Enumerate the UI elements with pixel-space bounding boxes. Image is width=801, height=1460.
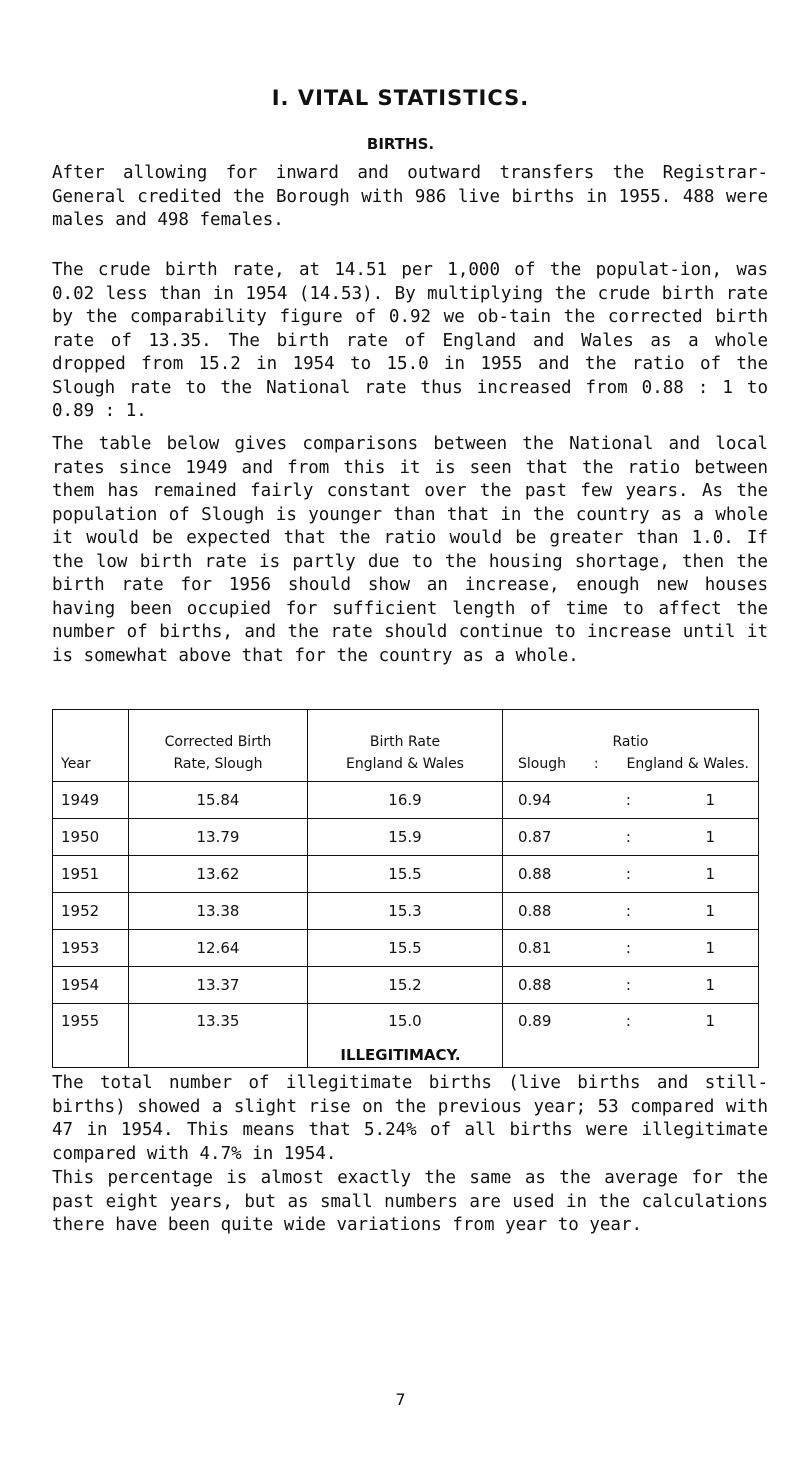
cell-ratio-separator: : bbox=[625, 976, 631, 994]
cell-ratio-england: 1 bbox=[705, 939, 715, 957]
cell-ratio-england: 1 bbox=[705, 865, 715, 883]
cell-ratio-separator: : bbox=[625, 939, 631, 957]
cell-ratio-separator: : bbox=[625, 865, 631, 883]
cell-year: 1955 bbox=[53, 1004, 129, 1068]
cell-corrected-rate: 15.84 bbox=[129, 782, 308, 819]
cell-national-rate: 15.3 bbox=[308, 893, 503, 930]
table-row bbox=[53, 782, 759, 819]
cell-ratio-england: 1 bbox=[705, 791, 715, 809]
cell-year: 1949 bbox=[53, 782, 129, 819]
cell-ratio bbox=[503, 930, 759, 967]
table-row bbox=[53, 819, 759, 856]
cell-year: 1952 bbox=[53, 893, 129, 930]
births-paragraph-1: After allowing for inward and outward transfers the Registrar-General credited the Borough with 986 live births in 1955. 488 were males and 498 females. bbox=[52, 163, 768, 230]
cell-ratio bbox=[503, 856, 759, 893]
cell-national-rate: 15.5 bbox=[308, 930, 503, 967]
cell-national-rate: 15.0 bbox=[308, 1004, 503, 1068]
table-row bbox=[53, 967, 759, 1004]
cell-national-rate: 15.5 bbox=[308, 856, 503, 893]
cell-corrected-rate: 13.35 bbox=[129, 1004, 308, 1068]
cell-year: 1954 bbox=[53, 967, 129, 1004]
cell-corrected-rate: 13.37 bbox=[129, 967, 308, 1004]
cell-ratio-slough: 0.94 bbox=[518, 791, 552, 809]
cell-year: 1953 bbox=[53, 930, 129, 967]
header-ratio-slough: Slough bbox=[518, 756, 566, 772]
cell-ratio-england: 1 bbox=[705, 828, 715, 846]
cell-national-rate: 15.2 bbox=[308, 967, 503, 1004]
cell-corrected-rate: 12.64 bbox=[129, 930, 308, 967]
cell-ratio-england: 1 bbox=[705, 902, 715, 920]
table-header-row bbox=[53, 710, 759, 782]
births-heading: BIRTHS. bbox=[366, 135, 435, 153]
header-corrected-birth-rate: Corrected Birth Rate, Slough bbox=[129, 710, 308, 782]
cell-corrected-rate: 13.38 bbox=[129, 893, 308, 930]
cell-ratio-slough: 0.81 bbox=[518, 939, 552, 957]
table-row bbox=[53, 930, 759, 967]
cell-year: 1950 bbox=[53, 819, 129, 856]
cell-ratio bbox=[503, 893, 759, 930]
table-row bbox=[53, 893, 759, 930]
illegitimacy-paragraph-1: The total number of illegitimate births (live births and still-births) showed a slight rise on the previous year; 53 compared with 47 in 1954. This means that 5.24% of all births were illegitimate compared with 4.7% in 1954. bbox=[52, 1073, 768, 1164]
illegitimacy-paragraph-2: This percentage is almost exactly the same as the average for the past eight years, but as small numbers are used in the calculations there have been quite wide variations from year to year. bbox=[52, 1168, 768, 1235]
cell-ratio-separator: : bbox=[625, 791, 631, 809]
cell-ratio bbox=[503, 819, 759, 856]
cell-ratio-separator: : bbox=[625, 828, 631, 846]
cell-ratio-england: 1 bbox=[705, 976, 715, 994]
cell-ratio-slough: 0.88 bbox=[518, 976, 552, 994]
cell-national-rate: 16.9 bbox=[308, 782, 503, 819]
header-ratio bbox=[503, 710, 759, 782]
cell-national-rate: 15.9 bbox=[308, 819, 503, 856]
page-title: I. VITAL STATISTICS. bbox=[271, 86, 530, 110]
births-paragraph-2: The crude birth rate, at 14.51 per 1,000 of the populat-ion, was 0.02 less than in 1954 (14.53). By multiplying the crude birth rate by the comparability figure of 0.92 we ob-tain the corrected birth rate of 13.35. The birth rate of England and Wales as a whole dropped from 15.2 in 1954 to 15.0 in 1955 and the ratio of the Slough rate to the National rate thus increased from 0.88 : 1 to 0.89 : 1. bbox=[52, 260, 768, 421]
cell-ratio bbox=[503, 967, 759, 1004]
birth-rate-table bbox=[52, 709, 759, 1068]
header-birth-rate-england-wales: Birth Rate England & Wales bbox=[308, 710, 503, 782]
header-year: Year bbox=[53, 710, 129, 782]
cell-ratio-slough: 0.87 bbox=[518, 828, 552, 846]
header-ratio-england-wales: England & Wales. bbox=[626, 756, 749, 772]
header-ratio-separator: : bbox=[593, 756, 599, 772]
cell-year: 1951 bbox=[53, 856, 129, 893]
cell-ratio-slough: 0.89 bbox=[518, 1012, 552, 1030]
cell-ratio-england: 1 bbox=[705, 1012, 715, 1030]
cell-ratio bbox=[503, 782, 759, 819]
cell-corrected-rate: 13.62 bbox=[129, 856, 308, 893]
illegitimacy-heading: ILLEGITIMACY. bbox=[340, 1046, 461, 1064]
cell-corrected-rate: 13.79 bbox=[129, 819, 308, 856]
table-row bbox=[53, 856, 759, 893]
cell-ratio-slough: 0.88 bbox=[518, 865, 552, 883]
cell-ratio-separator: : bbox=[625, 1012, 631, 1030]
births-paragraph-3: The table below gives comparisons between the National and local rates since 1949 and from this it is seen that the ratio between them has remained fairly constant over the past few years. As the population of Slough is younger than that in the country as a whole it would be expected that the ratio would be greater than 1.0. If the low birth rate is partly due to the housing shortage, then the birth rate for 1956 should show an increase, enough new houses having been occupied for sufficient length of time to affect the number of births, and the rate should continue to increase until it is somewhat above that for the country as a whole. bbox=[52, 434, 768, 666]
page-number: 7 bbox=[395, 1390, 406, 1409]
cell-ratio-separator: : bbox=[625, 902, 631, 920]
header-ratio-label: Ratio bbox=[612, 734, 649, 750]
cell-ratio-slough: 0.88 bbox=[518, 902, 552, 920]
